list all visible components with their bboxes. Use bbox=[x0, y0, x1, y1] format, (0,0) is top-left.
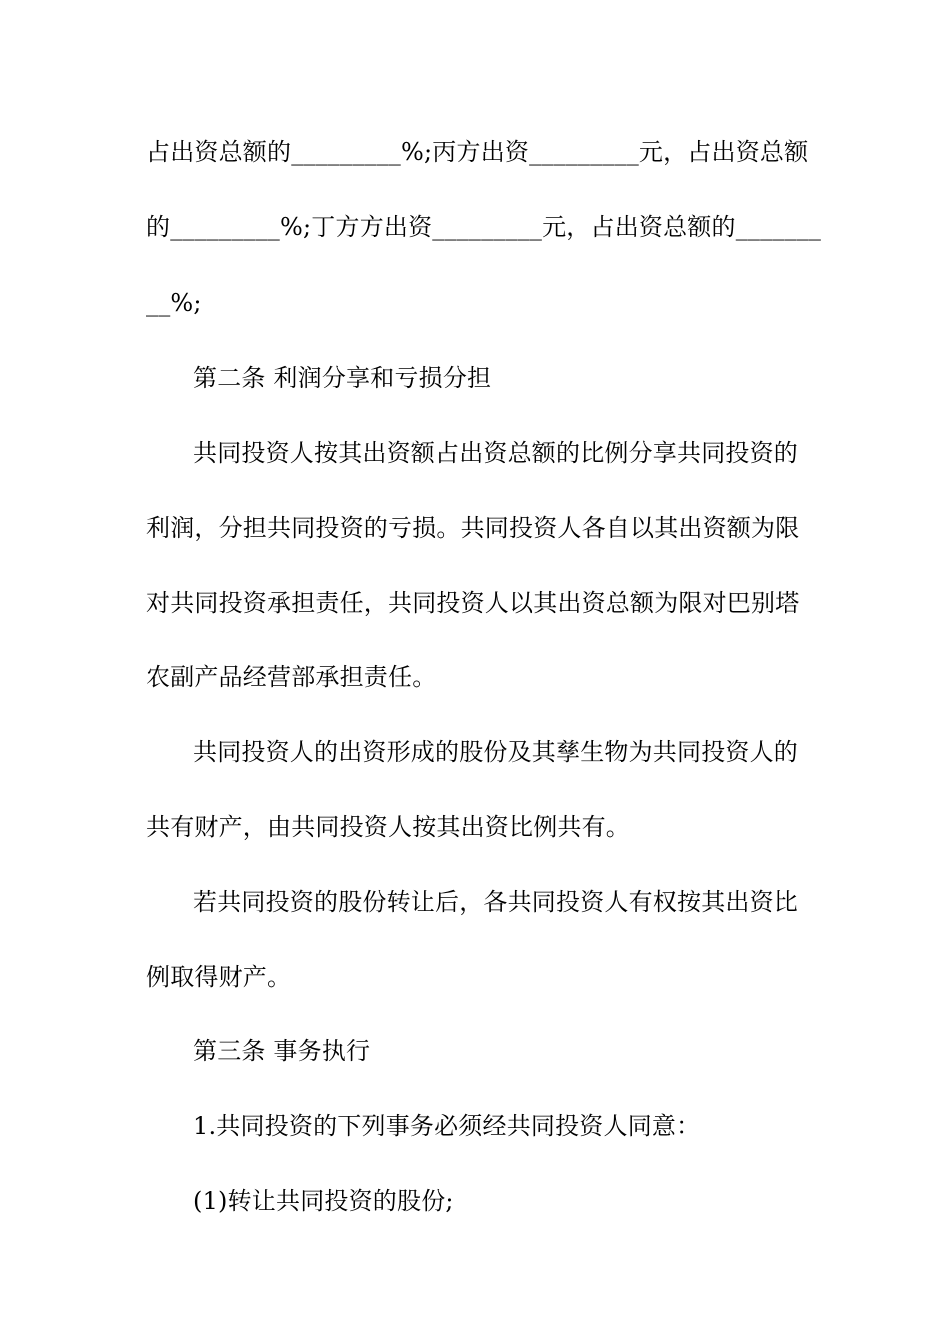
paragraph-line: 利润，分担共同投资的亏损。共同投资人各自以其出资额为限 bbox=[146, 514, 800, 542]
paragraph-line: 若共同投资的股份转让后，各共同投资人有权按其出资比 bbox=[193, 888, 798, 916]
paragraph-line: 农副产品经营部承担责任。 bbox=[146, 663, 437, 691]
contribution-line-1: 占出资总额的_________%;丙方出资_________元，占出资总额 bbox=[146, 138, 809, 166]
paragraph-line: 对共同投资承担责任，共同投资人以其出资总额为限对巴别塔 bbox=[146, 589, 800, 617]
paragraph-line: 例取得财产。 bbox=[146, 963, 292, 991]
list-item: 1.共同投资的下列事务必须经共同投资人同意： bbox=[193, 1112, 701, 1140]
contribution-line-3: __%; bbox=[146, 289, 202, 317]
contribution-line-2: 的_________%;丁方方出资_________元，占出资总额的_______ bbox=[146, 213, 822, 241]
paragraph-line: 共同投资人的出资形成的股份及其孳生物为共同投资人的 bbox=[193, 738, 798, 766]
article-3-heading: 第三条 事务执行 bbox=[193, 1037, 371, 1065]
paragraph-line: 共同投资人按其出资额占出资总额的比例分享共同投资的 bbox=[193, 439, 798, 467]
article-2-heading: 第二条 利润分享和亏损分担 bbox=[193, 364, 492, 392]
list-item: (1)转让共同投资的股份; bbox=[193, 1187, 454, 1215]
paragraph-line: 共有财产，由共同投资人按其出资比例共有。 bbox=[146, 813, 630, 841]
